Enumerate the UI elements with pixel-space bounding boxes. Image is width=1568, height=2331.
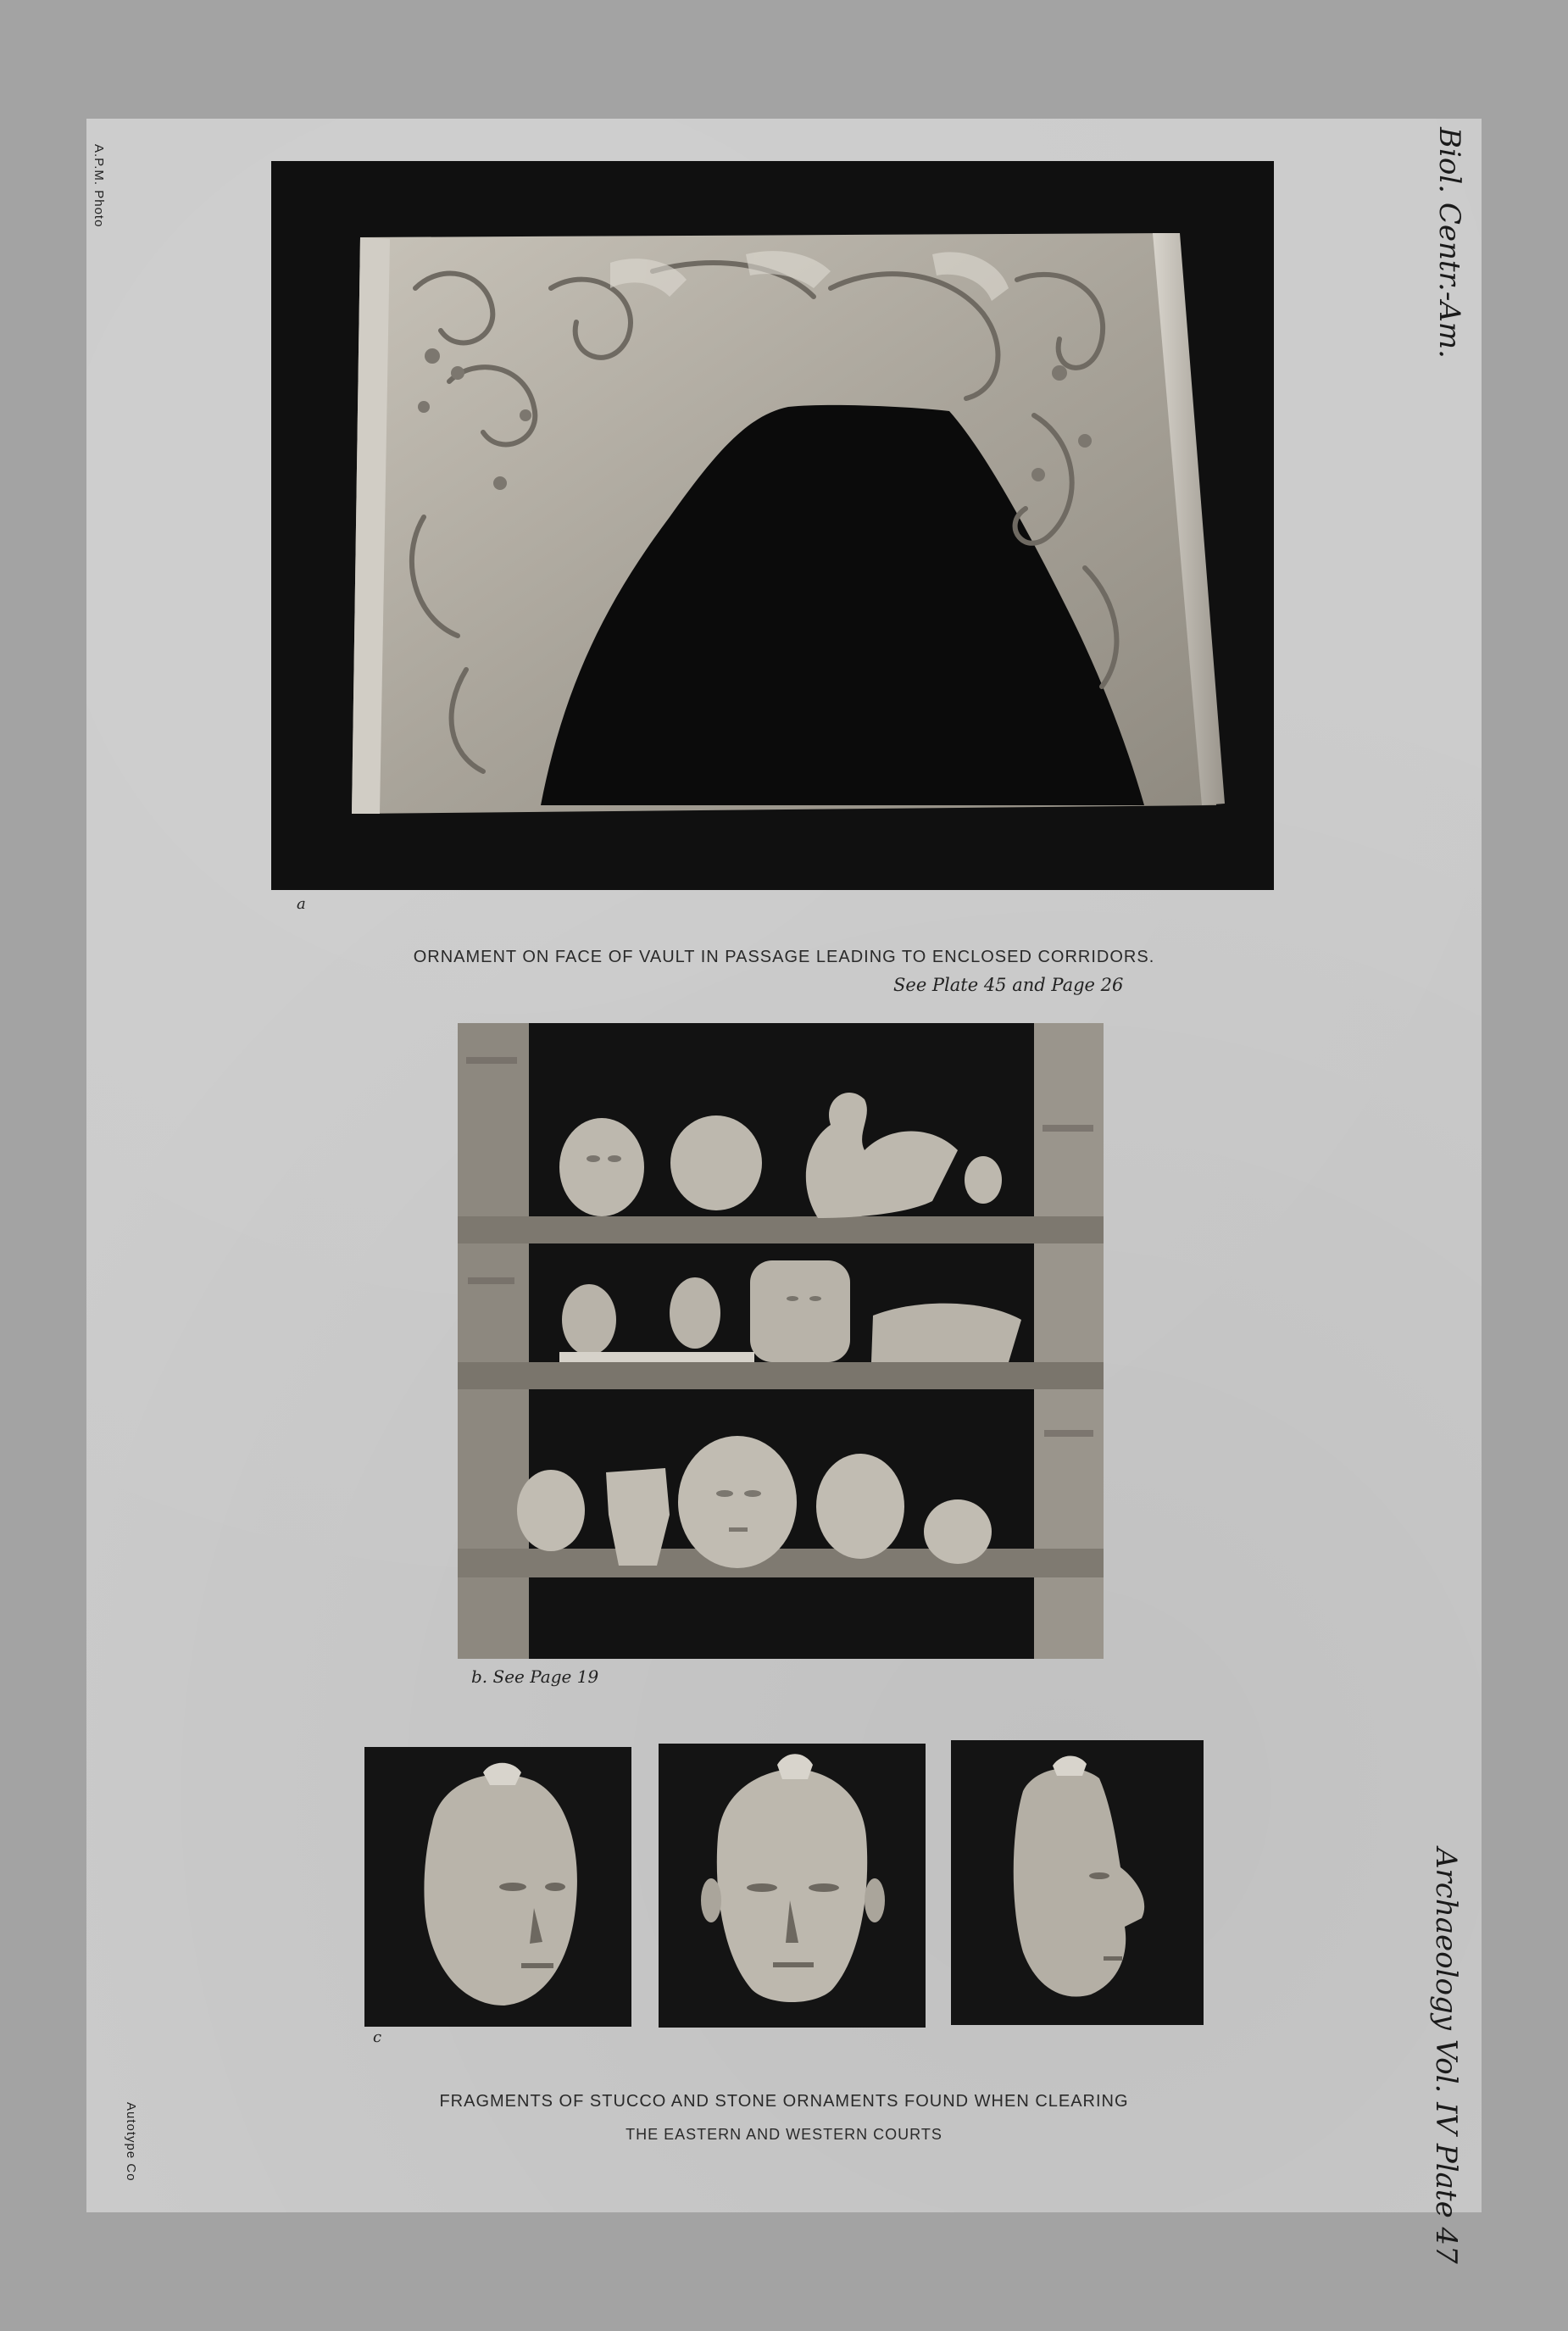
vault-ornament-photo: [271, 161, 1274, 890]
vault-ornament-image: [271, 161, 1274, 890]
printer-credit: Autotype Co: [124, 2102, 138, 2182]
shelf-fragments-image: [458, 1023, 1104, 1659]
figure-b-reference: b. See Page 19: [471, 1666, 599, 1687]
figure-c-caption-line2: THE EASTERN AND WESTERN COURTS: [626, 2126, 942, 2143]
figure-c-caption-line1: FRAGMENTS OF STUCCO AND STONE ORNAMENTS FOUND WHEN CLEARING: [439, 2092, 1129, 2111]
figure-a-reference: See Plate 45 and Page 26: [893, 975, 1124, 995]
shelf-fragments-photo: [458, 1023, 1104, 1659]
figure-c-letter: c: [373, 2028, 382, 2046]
volume-note: Archaeology Vol. IV Plate 47: [1429, 1848, 1463, 2264]
head-front-image: [659, 1744, 926, 2028]
head-three-quarter-photo: [364, 1747, 631, 2027]
head-three-quarter-image: [364, 1747, 631, 2027]
head-profile-image: [951, 1740, 1204, 2025]
figure-a-letter: a: [297, 895, 306, 913]
photographer-credit: A.P.M. Photo: [92, 144, 106, 228]
head-profile-photo: [951, 1740, 1204, 2025]
figure-a-caption: ORNAMENT ON FACE OF VAULT IN PASSAGE LEADING TO ENCLOSED CORRIDORS.: [413, 948, 1155, 966]
plate-sheet: [86, 119, 1482, 2264]
head-front-photo: [659, 1744, 926, 2028]
series-note: Biol. Centr.-Am.: [1432, 127, 1466, 359]
